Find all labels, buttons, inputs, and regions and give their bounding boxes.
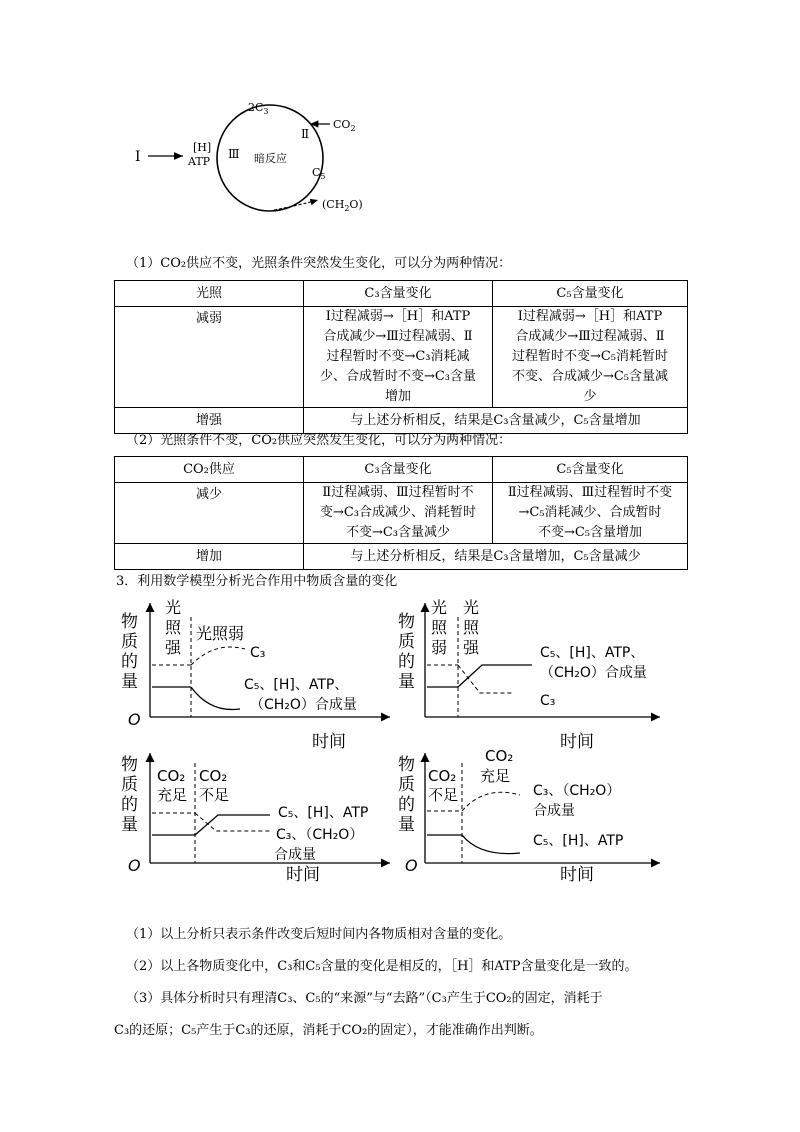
- svg-text:C₅、[H]、ATP、: C₅、[H]、ATP、: [244, 677, 349, 693]
- ylabel: 物: [121, 612, 138, 632]
- section1-intro: （1）CO₂供应不变，光照条件突然发生变化，可以分为两种情况：: [126, 256, 512, 271]
- note-2: （2）以上各物质变化中，C₃和C₅含量的变化是相反的，［H］和ATP含量变化是一致的。: [126, 959, 638, 974]
- header-light: 光照: [115, 281, 304, 307]
- svg-text:（CH₂O）合成量: （CH₂O）合成量: [540, 665, 647, 681]
- label-I: Ⅰ: [135, 149, 141, 165]
- svg-text:光: 光: [165, 598, 182, 617]
- label-2C3: $2C_3$: [248, 101, 269, 116]
- svg-text:CO₂: CO₂: [199, 767, 228, 785]
- svg-text:C₃、（CH₂O）: C₃、（CH₂O）: [533, 783, 621, 799]
- header-c3: C₃含量变化: [304, 281, 493, 307]
- label-CO2: $CO_2$: [333, 118, 356, 133]
- svg-text:C₅、[H]、ATP、: C₅、[H]、ATP、: [540, 645, 645, 661]
- svg-text:（CH₂O）合成量: （CH₂O）合成量: [250, 697, 357, 713]
- section3-title: 3．利用数学模型分析光合作用中物质含量的变化: [116, 574, 398, 589]
- svg-text:C₃: C₃: [540, 693, 556, 709]
- label-center: 暗反应: [254, 152, 287, 165]
- section2-intro: （2）光照条件不变，CO₂供应突然发生变化，可以分为两种情况：: [126, 433, 512, 448]
- svg-text:O: O: [128, 856, 141, 875]
- row-strengthen-label: 增强: [115, 408, 304, 434]
- svg-text:质: 质: [398, 775, 415, 795]
- row-decrease-c5: Ⅱ过程减弱、Ⅲ过程暂时不变 →C₅消耗减少、合成暂时 不变→C₅含量增加: [493, 483, 688, 544]
- header-c5: C₅含量变化: [493, 281, 688, 307]
- row-increase-text: 与上述分析相反，结果是C₃含量增加，C₅含量减少: [304, 544, 688, 570]
- graph-2: [398, 598, 660, 752]
- header-c3: C₃含量变化: [304, 457, 493, 483]
- row-decrease-c3: Ⅱ过程减弱、Ⅲ过程暂时不 变→C₃合成减少、消耗暂时 不变→C₃含量减少: [304, 483, 493, 544]
- svg-text:量: 量: [398, 672, 415, 692]
- svg-text:物: 物: [398, 612, 415, 632]
- xlabel: 时间: [312, 732, 346, 752]
- svg-text:时间: 时间: [560, 732, 594, 752]
- header-c5: C₅含量变化: [493, 457, 688, 483]
- header-co2: CO₂供应: [115, 457, 304, 483]
- light-change-table: [114, 280, 688, 434]
- row-weaken-label: 减弱: [115, 307, 304, 408]
- svg-text:量: 量: [398, 815, 415, 835]
- row-increase-label: 增加: [115, 544, 304, 570]
- svg-text:的: 的: [398, 795, 415, 815]
- graph-1: [121, 598, 390, 752]
- product-arrow: [274, 200, 318, 210]
- svg-text:光: 光: [463, 598, 480, 617]
- label-product: $(CH_2O)$: [322, 198, 363, 213]
- svg-text:充足: 充足: [480, 767, 511, 785]
- svg-text:照: 照: [463, 618, 480, 637]
- svg-text:物: 物: [121, 755, 138, 775]
- svg-text:充足: 充足: [157, 786, 188, 804]
- ylabel: 的: [121, 652, 138, 672]
- row-weaken-c5: Ⅰ过程减弱→［H］和ATP 合成减少→Ⅲ过程减弱、Ⅱ 过程暂时不变→C₅消耗暂时 不变、合成减少→C₅含量减 少: [493, 307, 688, 408]
- svg-text:不足: 不足: [199, 786, 230, 804]
- label-C5: $C_5$: [312, 166, 326, 181]
- label-H: [H]: [193, 141, 212, 154]
- svg-text:的: 的: [398, 652, 415, 672]
- svg-text:CO₂: CO₂: [485, 747, 514, 765]
- svg-text:照: 照: [165, 618, 182, 637]
- note-1: （1）以上分析只表示条件改变后短时间内各物质相对含量的变化。: [126, 927, 512, 942]
- ylabel: 量: [121, 672, 138, 692]
- svg-text:弱: 弱: [431, 638, 448, 657]
- svg-text:时间: 时间: [286, 865, 320, 885]
- label-III: Ⅲ: [228, 147, 240, 161]
- svg-text:强: 强: [165, 638, 182, 657]
- ylabel: 质: [121, 632, 138, 652]
- svg-text:CO₂: CO₂: [428, 767, 457, 785]
- svg-text:合成量: 合成量: [274, 847, 316, 863]
- label-II: Ⅱ: [301, 127, 310, 141]
- co2-change-table: [114, 456, 688, 570]
- svg-text:量: 量: [121, 815, 138, 835]
- graph-4: [398, 747, 660, 885]
- svg-text:O: O: [405, 856, 418, 875]
- svg-text:光照弱: 光照弱: [196, 624, 245, 643]
- note-3-cont: C₃的还原；C₅产生于C₃的还原，消耗于CO₂的固定），才能准确作出判断。: [114, 1023, 543, 1038]
- note-3: （3）具体分析时只有理清C₃、C₅的“来源”与“去路”（C₃产生于CO₂的固定，消耗于: [126, 991, 603, 1006]
- svg-text:C₅、[H]、ATP: C₅、[H]、ATP: [278, 805, 369, 821]
- svg-text:时间: 时间: [560, 865, 594, 885]
- svg-text:照: 照: [431, 618, 448, 637]
- graphs-panel: [0, 595, 800, 900]
- graph-3: [121, 753, 390, 885]
- svg-text:C₃: C₃: [250, 645, 266, 661]
- row-decrease-label: 减少: [115, 483, 304, 544]
- label-ATP: ATP: [188, 155, 211, 168]
- svg-text:质: 质: [398, 632, 415, 652]
- origin-label: O: [128, 710, 141, 729]
- svg-text:C₅、[H]、ATP: C₅、[H]、ATP: [533, 833, 624, 849]
- dark-reaction-diagram: [0, 0, 800, 230]
- svg-text:强: 强: [463, 638, 480, 657]
- svg-text:的: 的: [121, 795, 138, 815]
- svg-text:CO₂: CO₂: [157, 767, 186, 785]
- svg-text:合成量: 合成量: [533, 803, 575, 819]
- svg-text:C₃、（CH₂O）: C₃、（CH₂O）: [276, 827, 364, 843]
- svg-text:质: 质: [121, 775, 138, 795]
- svg-text:不足: 不足: [428, 786, 459, 804]
- svg-text:物: 物: [398, 755, 415, 775]
- svg-text:光: 光: [431, 598, 448, 617]
- row-strengthen-text: 与上述分析相反，结果是C₃含量减少，C₅含量增加: [304, 408, 688, 434]
- row-weaken-c3: Ⅰ过程减弱→［H］和ATP 合成减少→Ⅲ过程减弱、Ⅱ 过程暂时不变→C₃消耗减 少、合成暂时不变→C₃含量 增加: [304, 307, 493, 408]
